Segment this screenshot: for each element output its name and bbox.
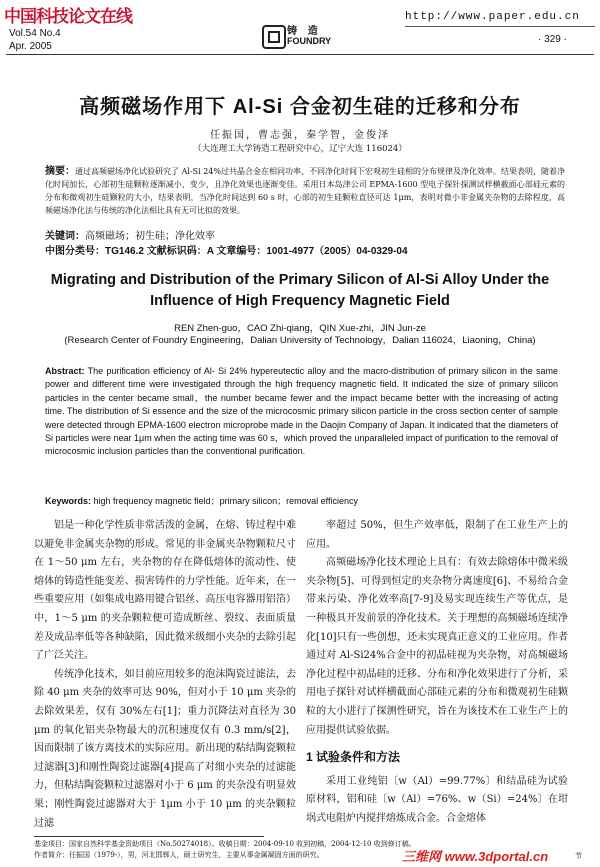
watermark: 三维网 www.3dportal.cn [402, 849, 549, 864]
body-paragraph: 传统净化技术，如目前应用较多的泡沫陶瓷过滤法，去除 40 μm 夹杂的效率可达 90%，但对小于 10 μm 夹杂的去除效果差，仅有 30%左右[1]；重力沉降法对直径为 30 μm 的氧化铝夹杂物最大的沉积速度仅有 0.3 mm/s[2]，因而限制了该方离技术的实际应用。新出现的粘结陶瓷颗粒过滤器[3]和刚性陶瓷过滤器[4]提高了对细小夹杂的过滤能力，但粘结陶瓷颗粒过滤器对小于 6 μm 的夹杂没有明显效果；刚性陶瓷过滤器对大于 1μm 小于 10 μm 的夹杂颗粒过滤 [34, 668, 296, 829]
volume-number: Vol.54 No.4 [9, 28, 61, 39]
abstract-cn [45, 165, 565, 217]
body-paragraph: 铝是一种化学性质非常活泼的金属，在熔、铸过程中难以避免非金属夹杂物的形成。常见的非金属夹杂物颗粒尺寸在 1～50 μm 左右，夹杂物的存在降低熔体的流动性、使熔体的铸造性能变差、损害铸件的力学性能。近年来，在一些重要应用（如集成电路用键合铝丝、高压电容器用铝箔）中，1～5 μm 的夹杂颗粒便可造成断丝、裂纹、表面质量差及成品率低等各种缺陷，因此微米级细小夹杂的去除引起了广泛关注。 [34, 520, 296, 662]
footnote-rule [34, 836, 264, 837]
journal-logo-icon [262, 25, 286, 49]
body-paragraph: 高频磁场净化技术理论上具有：有效去除熔体中微米级夹杂物[5]、可得到恒定的夹杂物分离速度[6]、不易给合金带来污染、净化效率高[7-9]及易实现连续生产等优点，是一种极具开发前景的净化技术。关于理想的高频磁场连续净化[10]只有一些创想，还未实现真正意义的工业应用。作者通过对 Al-Si24%合金中的初晶硅视为夹杂物，对高频磁场净化过程中初晶硅的迁移、分布和净化效果进行了分析，采用电子探针对试样横截面心部硅元素的分布和微观初生硅颗粒的大小进行了探测性研究，旨在为该技术在工业生产上的应用提供试验依据。 [306, 557, 568, 736]
site-logo: 中国科技论文在线 [4, 7, 132, 26]
abstract-text-cn: 通过高频磁场净化试验研究了 Al-Si 24%过共晶合金在相同功率、不同净化时间下宏观初生硅相的分布规律及净化效率。结果表明，随着净化时间加长，心部初生硅颗粒逐渐减小、变少，且净化效果也逐渐变佳。采用日本岛津公司 EPMA-1600 型电子探针探测试样横截面心部硅元素的分布和微观初生硅颗粒的大小，结果表明，当净化时间达到 60 s 时，心部的初生硅颗粒直径可达 1μm，表明对微小非金属夹杂物的去除程度，高频磁场净化法与传统的净化法相比具有无可比拟的效果。 [45, 167, 565, 215]
page-number: · 329 · [538, 34, 567, 45]
affiliation-cn: （大连理工大学铸造工程研究中心，辽宁大连 116024） [193, 144, 407, 154]
body-paragraph: 率超过 50%，但生产效率低，限制了在工业生产上的应用。 [306, 520, 568, 550]
body-column-right [306, 517, 568, 829]
corner-mark: 节 [575, 852, 582, 860]
abstract-en [45, 365, 558, 459]
authors-en: REN Zhen-guo，CAO Zhi-qiang，QIN Xue-zhi，JIN Jun-ze [174, 323, 426, 334]
fund-note: 基金项目：国家自然科学基金资助项目（No.50274018）。收稿日期：2004-09-10 收到初稿，2004-12-10 收到修订稿。 [34, 840, 416, 848]
affiliation-en: (Research Center of Foundry Engineering，Dalian University of Technology，Dalian 116024，Liaoning，China) [64, 335, 536, 346]
header-rule [6, 54, 594, 55]
keywords-en [45, 494, 558, 507]
authors-cn: 任振国，曹志强，秦学智，金俊泽 [210, 130, 390, 141]
keywords-text-en: high frequency magnetic field；primary silicon；removal efficiency [93, 496, 358, 506]
body-paragraph: 采用工业纯铝〔w（Al）=99.77%〕和结晶硅为试验原材料，铝和硅〔w（Al）=76%、w（Si）=24%〕在坩埚式电阻炉内搅拌熔炼成合金。合金熔体 [306, 775, 568, 824]
site-url[interactable]: http://www.paper.edu.cn [405, 11, 580, 23]
volume-info [9, 27, 61, 53]
keywords-label-cn: 关键词： [45, 231, 85, 242]
keywords-cn [45, 229, 565, 244]
journal-name-en: FOUNDRY [287, 36, 332, 46]
journal-name-cn: 铸 造 [287, 26, 322, 37]
paper-title-en: Migrating and Distribution of the Primary Silicon of Al-Si Alloy Under the Influence of High Frequency Magnetic Field [50, 272, 550, 309]
author-note: 作者简介：任振国（1979-），男，河北邯郸人，硕士研究生，主要从事金属凝固方面的研究。 [34, 851, 324, 859]
header-divider [405, 26, 595, 27]
keywords-label-en: Keywords: [45, 496, 92, 506]
paper-title-cn: 高频磁场作用下 Al-Si 合金初生硅的迁移和分布 [79, 96, 521, 118]
abstract-label-cn: 摘要： [45, 166, 76, 177]
issue-date: Apr. 2005 [9, 41, 52, 52]
keywords-text-cn: 高频磁场；初生硅；净化效率 [85, 231, 215, 242]
classification-cn: 中图分类号：TG146.2 文献标识码：A 文章编号：1001-4977（2005）04-0329-04 [45, 246, 408, 257]
meta-cn [45, 229, 565, 259]
section-heading: 1 试验条件和方法 [306, 750, 401, 765]
abstract-label-en: Abstract: [45, 366, 85, 376]
body-column-left [34, 517, 296, 833]
abstract-text-en: The purification efficiency of Al- Si 24% hypereutectic alloy and the macro-distribution of primary silicon in the same power and different time were investigated through the high frequency magnetic field. It indicated the size of primary silicon particles in the center became small，the number became fewer and the impact became better with the increasing of acting time. The distribution of Si essence and the size of the microcosmic primary silicon particle in the cross section center of sample were detected through EPMA-1600 electron microprobe made in the Daojin Company of Japan. It indicated that the diameters of Si particles were near 1μm when the acting time was 60 s，which proved the unparalleled impact of purification to the removal of microcosmic inclusion particles than the conventional purification. [45, 366, 558, 457]
